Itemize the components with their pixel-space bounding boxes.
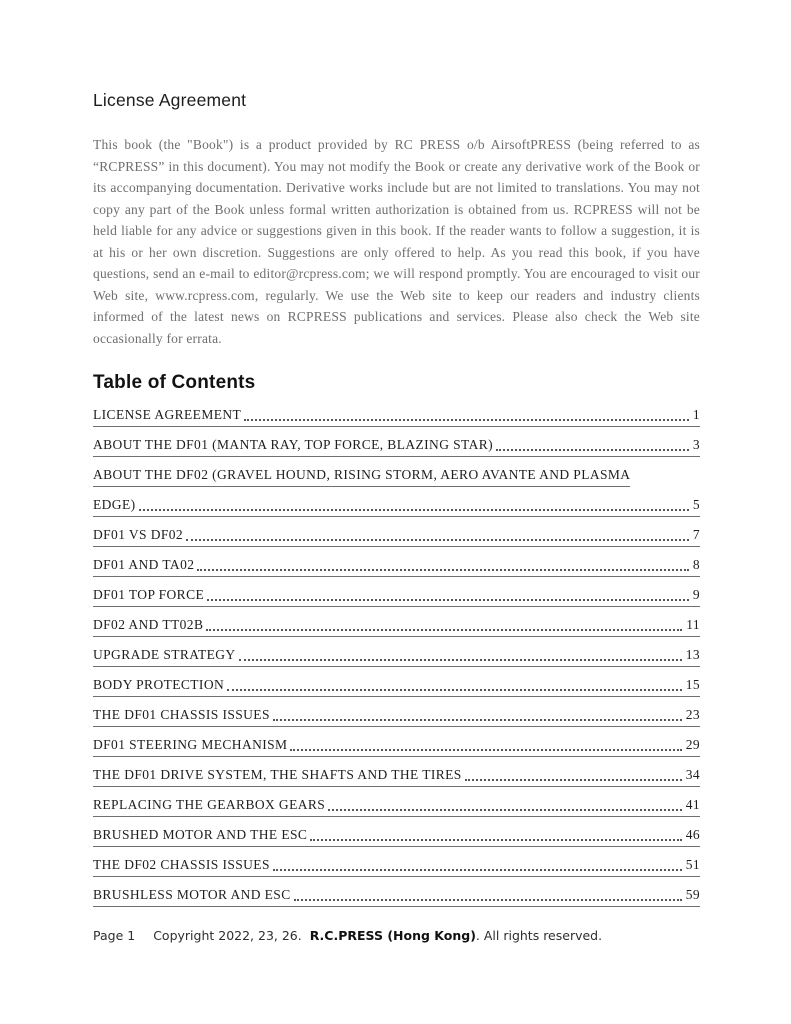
toc-entry-title: LICENSE AGREEMENT <box>93 407 242 422</box>
toc-entry-title: BRUSHLESS MOTOR AND ESC <box>93 887 291 902</box>
toc-entry[interactable] <box>93 465 700 487</box>
footer-publisher-name: R.C.PRESS (Hong Kong) <box>309 928 476 943</box>
toc-entry[interactable] <box>93 525 700 547</box>
toc-entry-title: THE DF01 DRIVE SYSTEM, THE SHAFTS AND THE TIRES <box>93 767 462 782</box>
toc-entry[interactable] <box>93 765 700 787</box>
toc-page-number: 23 <box>685 707 700 722</box>
toc-dot-leader <box>139 509 689 511</box>
toc-dot-leader <box>496 449 689 451</box>
toc-page-number: 1 <box>692 407 700 422</box>
toc-page-number: 9 <box>692 587 700 602</box>
toc-page-number: 11 <box>686 617 700 632</box>
footer-rights-text: . All rights reserved. <box>475 928 603 943</box>
toc-entry[interactable] <box>93 435 700 457</box>
toc-entry[interactable] <box>93 675 700 697</box>
toc-page-number: 7 <box>692 527 700 542</box>
toc-page-number: 34 <box>685 767 700 782</box>
toc-entry[interactable] <box>93 615 700 637</box>
toc-entry-title: ABOUT THE DF02 (GRAVEL HOUND, RISING STORM, AERO AVANTE AND PLASMA <box>93 467 630 487</box>
toc-entry[interactable] <box>93 795 700 817</box>
toc-page-number: 15 <box>685 677 700 692</box>
toc-entry[interactable] <box>93 585 700 607</box>
toc-entry-title: DF01 TOP FORCE <box>93 587 205 602</box>
toc-entry-title: DF02 AND TT02B <box>93 617 204 632</box>
toc-entry-title: DF01 VS DF02 <box>93 527 184 542</box>
toc-page-number: 46 <box>685 827 700 842</box>
toc-entry[interactable] <box>93 735 700 757</box>
toc-entry[interactable] <box>93 705 700 727</box>
toc-dot-leader <box>206 629 682 631</box>
toc-dot-leader <box>273 719 682 721</box>
toc-dot-leader <box>290 749 681 751</box>
toc-entry[interactable] <box>93 645 700 667</box>
toc-dot-leader <box>465 779 682 781</box>
license-agreement-paragraph: This book (the "Book") is a product provided by RC PRESS o/b AirsoftPRESS (being referred to as “RCPRESS” in this document). You may not modify the Book or create any derivative work of the Book or its accompanying documentation. Derivative works include but are not limited to translations. You may not copy any part of the Book unless formal written authorization is obtained from us. RCPRESS will not be held liable for any advice or suggestions given in this book. If the reader wants to follow a suggestion, it is at his or her own discretion. Suggestions are only offered to help. As you read this book, if you have questions, send an e-mail to editor@rcpress.com; we will respond promptly. You are encouraged to visit our Web site, www.rcpress.com, regularly. We use the Web site to keep our readers and industry clients informed of the latest news on RCPRESS publications and services. Please also check the Web site occasionally for errata. <box>93 137 700 346</box>
toc-entry-title: THE DF02 CHASSIS ISSUES <box>93 857 270 872</box>
toc-dot-leader <box>186 539 689 541</box>
toc-dot-leader <box>328 809 682 811</box>
toc-entry[interactable] <box>93 825 700 847</box>
table-of-contents-heading: Table of Contents <box>93 372 256 393</box>
toc-dot-leader <box>197 569 688 571</box>
toc-entry-title: DF01 STEERING MECHANISM <box>93 737 288 752</box>
toc-entry-title: REPLACING THE GEARBOX GEARS <box>93 797 326 812</box>
toc-entry-title: DF01 AND TA02 <box>93 557 195 572</box>
toc-entry[interactable] <box>93 405 700 427</box>
toc-dot-leader <box>207 599 689 601</box>
toc-entry-title: ABOUT THE DF01 (MANTA RAY, TOP FORCE, BLAZING STAR) <box>93 437 494 452</box>
toc-page-number: 59 <box>685 887 700 902</box>
footer-copyright-text: Copyright 2022, 23, 26. <box>153 928 310 943</box>
toc-dot-leader <box>239 659 682 661</box>
toc-dot-leader <box>273 869 682 871</box>
toc-page-number: 51 <box>685 857 700 872</box>
toc-page-number: 13 <box>685 647 700 662</box>
toc-entry-title: BODY PROTECTION <box>93 677 225 692</box>
license-agreement-heading: License Agreement <box>93 90 247 110</box>
toc-dot-leader <box>244 419 689 421</box>
toc-list <box>93 405 700 915</box>
toc-entry-title: THE DF01 CHASSIS ISSUES <box>93 707 270 722</box>
toc-entry-title: UPGRADE STRATEGY <box>93 647 236 662</box>
toc-page-number: 3 <box>692 437 700 452</box>
toc-dot-leader <box>294 899 682 901</box>
toc-entry[interactable] <box>93 885 700 907</box>
toc-page-number: 5 <box>692 497 700 512</box>
toc-entry[interactable] <box>93 495 700 517</box>
toc-entry[interactable] <box>93 855 700 877</box>
toc-page-number: 41 <box>685 797 700 812</box>
toc-dot-leader <box>310 839 681 841</box>
toc-entry-title: BRUSHED MOTOR AND THE ESC <box>93 827 308 842</box>
toc-page-number: 29 <box>685 737 700 752</box>
toc-entry[interactable] <box>93 555 700 577</box>
toc-entry-title: EDGE) <box>93 497 136 512</box>
page-footer <box>93 928 602 943</box>
toc-dot-leader <box>227 689 682 691</box>
footer-page-number: Page 1 <box>93 928 136 943</box>
toc-page-number: 8 <box>692 557 700 572</box>
